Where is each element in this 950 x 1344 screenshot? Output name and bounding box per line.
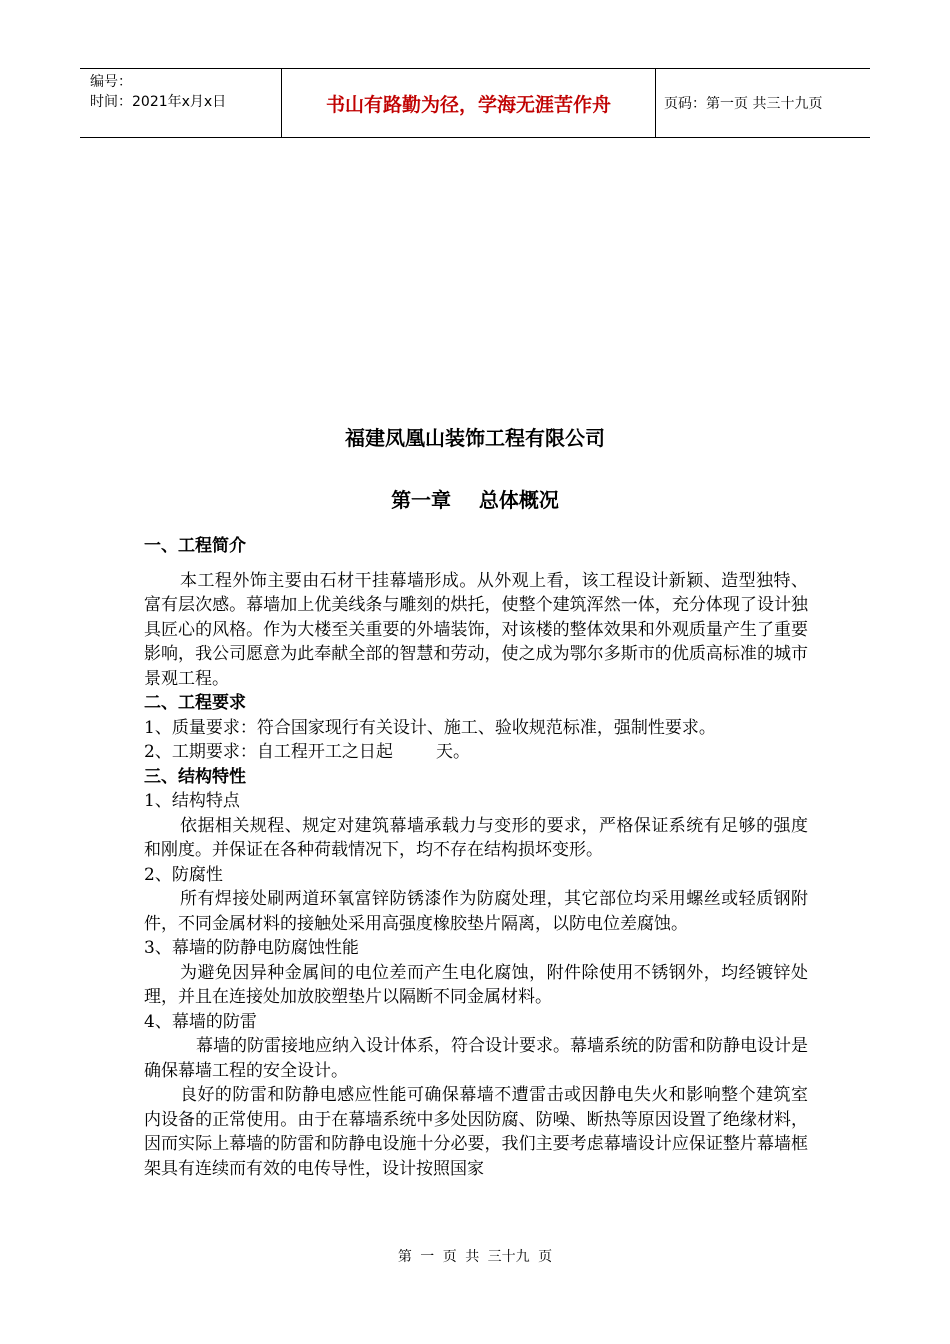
paragraph: 本工程外饰主要由石材干挂幕墙形成。从外观上看，该工程设计新颖、造型独特、富有层次感。幕墙加上优美线条与雕刻的烘托，使整个建筑浑然一体，充分体现了设计独具匠心的风格。作为大楼至关重要的外墙装饰，对该楼的整体效果和外观质量产生了重要影响，我公司愿意为此奉献全部的智慧和劳动，使之成为鄂尔多斯市的优质高标准的城市景观工程。 [144,570,808,689]
subsection-heading: 4、幕墙的防雷 [144,1011,257,1032]
subsection-heading: 3、幕墙的防静电防腐蚀性能 [144,938,359,958]
paragraph: 幕墙的防雷接地应纳入设计体系，符合设计要求。幕墙系统的防雷和防静电设计是确保幕墙工程的安全设计。 [144,1036,808,1081]
document-time-label: 时间：2021年x月x日 [90,94,227,110]
list-item: 2、工期要求：自工程开工之日起 天。 [144,742,471,762]
paragraph: 依据相关规程、规定对建筑幕墙承载力与变形的要求，严格保证系统有足够的强度和刚度。并保证在各种荷载情况下，均不存在结构损坏变形。 [144,815,808,860]
subsection-heading: 2、防腐性 [144,864,223,885]
paragraph: 为避免因异种金属间的电位差而产生电化腐蚀，附件除使用不锈钢外，均经镀锌处理，并且在连接处加放胶塑垫片以隔断不同金属材料。 [144,962,808,1007]
header-meta-cell [80,69,282,137]
section-heading: 三、结构特性 [144,766,246,787]
document-number-label: 编号： [90,74,132,90]
header-motto: 书山有路勤为径，学海无涯苦作舟 [282,69,656,137]
paragraph: 良好的防雷和防静电感应性能可确保幕墙不遭雷击或因静电失火和影响整个建筑室内设备的正常使用。由于在幕墙系统中多处因防腐、防噪、断热等原因设置了绝缘材料，因而实际上幕墙的防雷和防静电设施十分必要，我们主要考虑幕墙设计应保证整片幕墙框架具有连续而有效的电传导性，设计按照国家 [144,1085,808,1179]
section-heading: 一、工程简介 [144,536,246,556]
header-table [80,68,870,138]
paragraph: 所有焊接处刷两道环氧富锌防锈漆作为防腐处理，其它部位均采用螺丝或轻质钢附件，不同金属材料的接触处采用高强度橡胶垫片隔离，以防电位差腐蚀。 [144,889,808,934]
company-title: 福建凤凰山装饰工程有限公司 [345,426,605,450]
page-footer: 第 一 页 共 三十九 页 [397,1249,553,1265]
header-page-info: 页码：第一页 共三十九页 [664,96,823,112]
list-item: 1、质量要求：符合国家现行有关设计、施工、验收规范标准，强制性要求。 [144,717,716,738]
subsection-heading: 1、结构特点 [144,791,240,811]
chapter-title: 第一章 总体概况 [391,488,559,512]
section-heading: 二、工程要求 [144,693,246,713]
document-body [144,534,808,1181]
